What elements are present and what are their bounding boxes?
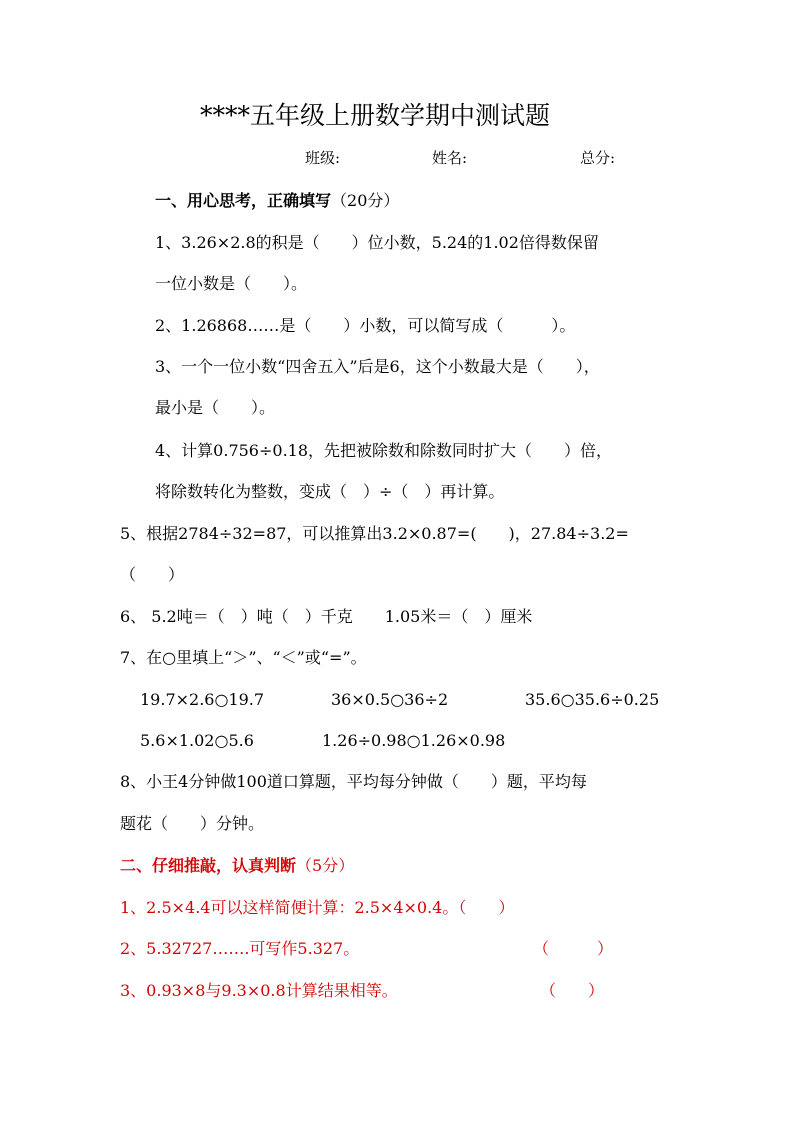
section2-heading-line: [120, 856, 354, 876]
question-line: （ ）: [120, 565, 185, 584]
name-label: 姓名:: [432, 149, 468, 167]
compare-item: 19.7×2.6○19.7: [140, 690, 265, 709]
compare-item: 36×0.5○36÷2: [331, 690, 449, 709]
section2-score: （5分）: [296, 856, 355, 875]
page-title: ****五年级上册数学期中测试题: [200, 101, 551, 130]
question-line: 7、在○里填上“＞”、“＜”或“=”。: [120, 648, 367, 667]
question-line: 2、1.26868……是（ ）小数，可以简写成（ ）。: [155, 316, 576, 335]
question-line: 一位小数是（ ）。: [155, 274, 308, 293]
judge-line: 1、2.5×4.4可以这样简便计算：2.5×4×0.4。（ ）: [120, 898, 515, 917]
compare-item: 5.6×1.02○5.6: [140, 731, 254, 750]
section2-heading: 二、仔细推敲，认真判断: [120, 856, 297, 875]
question-line: 4、计算0.756÷0.18，先把被除数和除数同时扩大（ ）倍，: [155, 441, 613, 460]
question-line: 1、3.26×2.8的积是（ ）位小数，5.24的1.02倍得数保留: [155, 233, 599, 252]
question-line: 题花（ ）分钟。: [120, 814, 265, 833]
class-label: 班级:: [305, 149, 341, 167]
question-line: 5、根据2784÷32=87，可以推算出3.2×0.87=( )，27.84÷3.2=: [120, 524, 629, 543]
compare-item: 1.26÷0.98○1.26×0.98: [322, 731, 506, 750]
question-line: 3、一个一位小数“四舍五入”后是6，这个小数最大是（ ），: [155, 357, 600, 376]
judge-line: 2、5.32727…….可写作5.327。: [120, 939, 360, 958]
section1-heading: 一、用心思考，正确填写: [155, 191, 332, 210]
question-line: 将除数转化为整数，变成（ ）÷（ ）再计算。: [155, 482, 505, 501]
question-line: 6、 5.2吨＝（ ）吨（ ）千克 1.05米＝（ ）厘米: [120, 607, 533, 626]
answer-parentheses: （ ）: [533, 939, 614, 958]
question-line: 8、小王4分钟做100道口算题，平均每分钟做（ ）题，平均每: [120, 772, 587, 791]
section1-score: （20分）: [331, 191, 400, 210]
score-label: 总分:: [580, 149, 616, 167]
answer-parentheses: （ ）: [540, 981, 605, 1000]
compare-item: 35.6○35.6÷0.25: [525, 690, 660, 709]
section1-heading-line: [155, 191, 399, 211]
judge-line: 3、0.93×8与9.3×0.8计算结果相等。: [120, 981, 398, 1000]
question-line: 最小是（ ）。: [155, 398, 276, 417]
